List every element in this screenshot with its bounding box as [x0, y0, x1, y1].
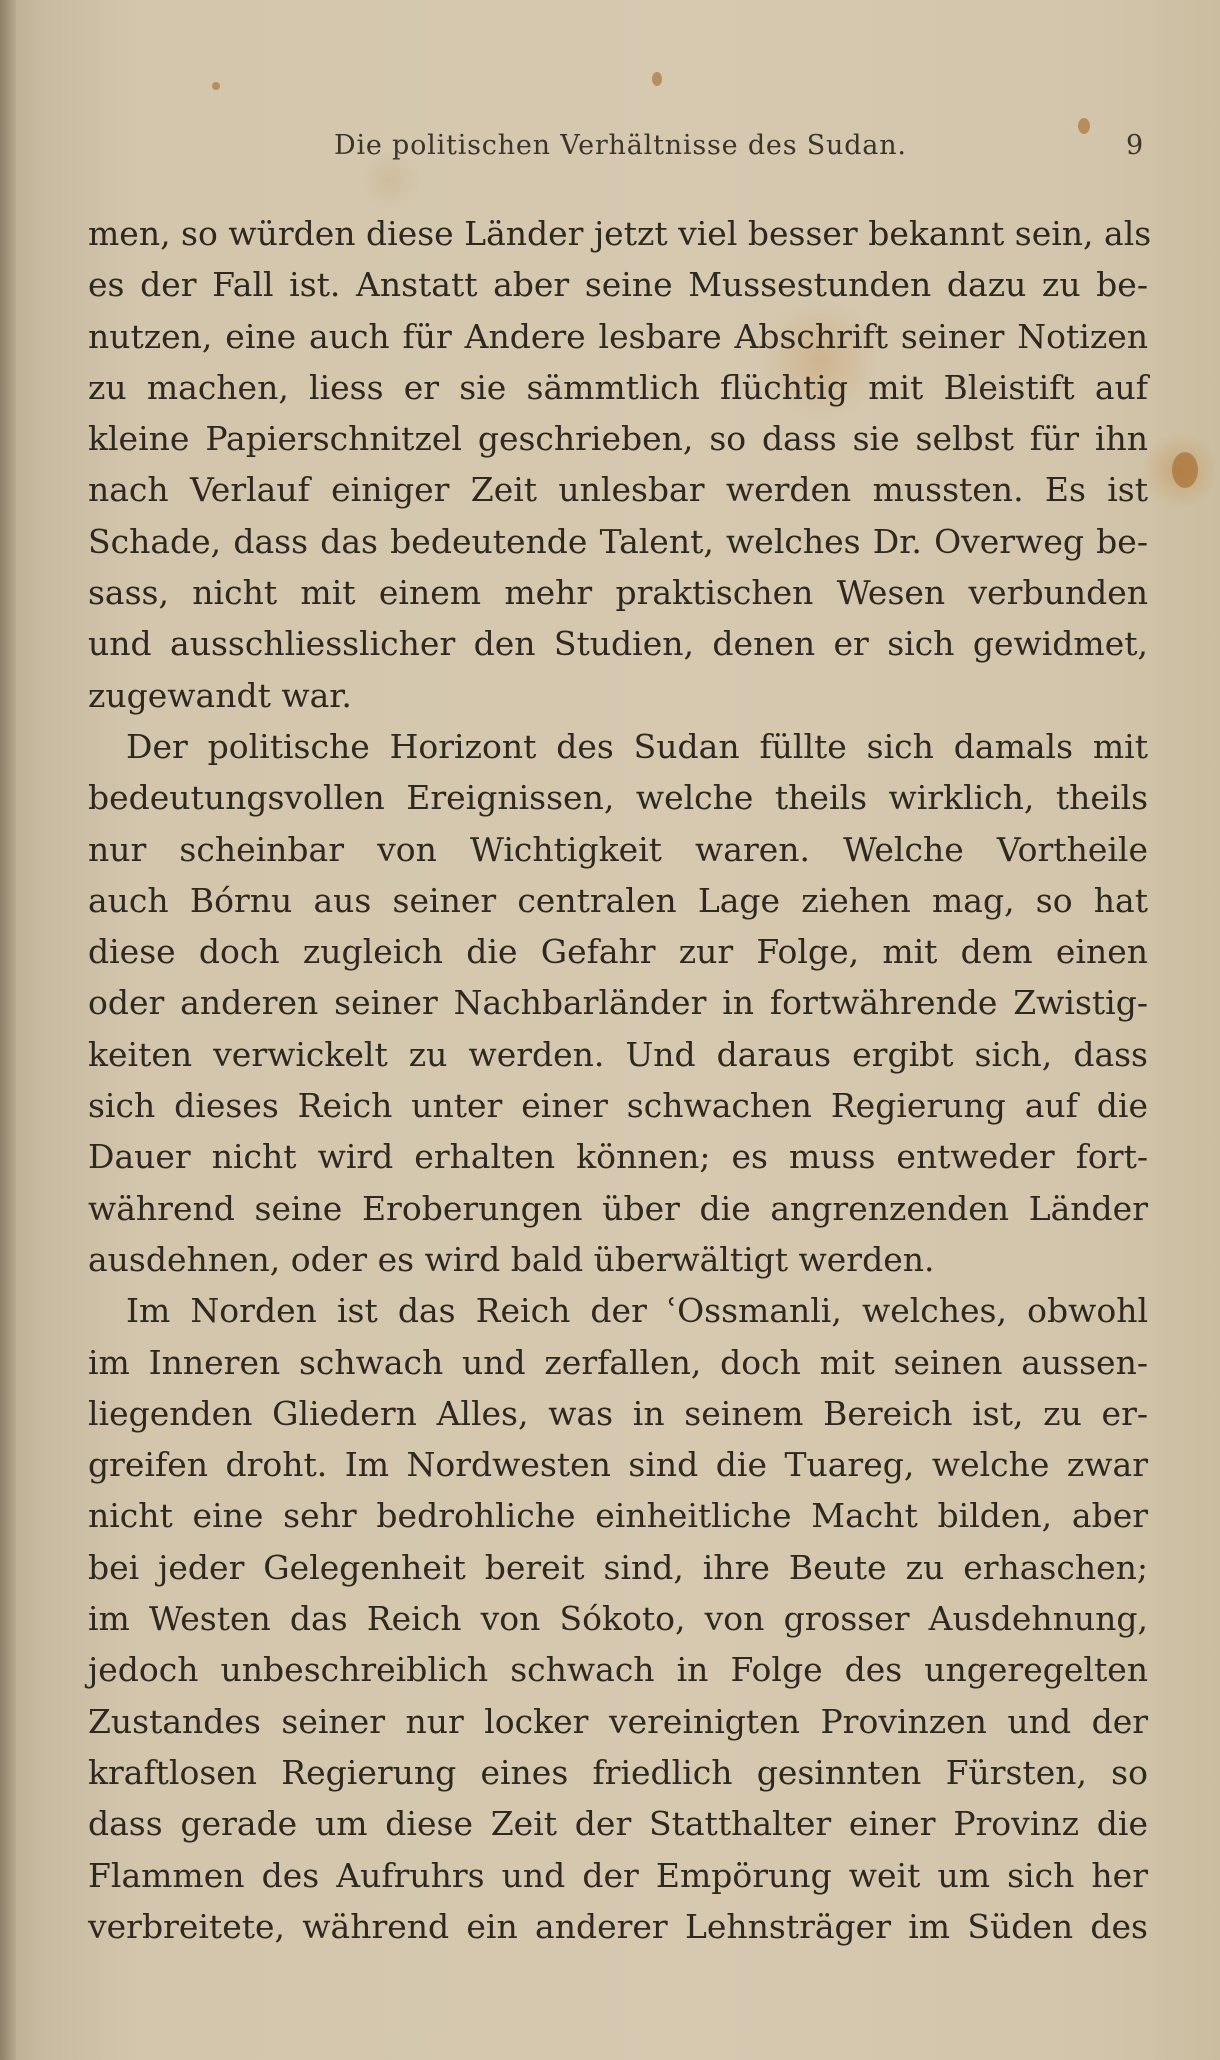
text-line: zu machen, liess er sie sämmtlich flüchtig mit Bleistift auf — [88, 367, 1148, 407]
text-line: kleine Papierschnitzel geschrieben, so dass sie selbst für ihn — [88, 419, 1148, 459]
ink-stain — [212, 82, 220, 90]
text-line: im Inneren schwach und zerfallen, doch mit seinen aussen- — [88, 1342, 1148, 1382]
text-line: nur scheinbar von Wichtigkeit waren. Welche Vortheile — [88, 829, 1148, 869]
ink-stain — [1078, 118, 1090, 134]
ink-stain — [652, 72, 662, 86]
text-line: auch Bórnu aus seiner centralen Lage ziehen mag, so hat — [88, 880, 1148, 920]
text-line: oder anderen seiner Nachbarländer in fortwährende Zwistig- — [88, 983, 1148, 1023]
text-line: nutzen, eine auch für Andere lesbare Abschrift seiner Notizen — [88, 316, 1148, 356]
text-line: zugewandt war. — [88, 675, 352, 715]
text-line: im Westen das Reich von Sókoto, von grosser Ausdehnung, — [88, 1599, 1148, 1639]
body-text — [88, 208, 1152, 1952]
page-gutter-shadow — [0, 0, 16, 2060]
text-line: dass gerade um diese Zeit der Statthalter einer Provinz die — [88, 1804, 1148, 1844]
text-line: nach Verlauf einiger Zeit unlesbar werden mussten. Es ist — [88, 470, 1148, 510]
text-line: nicht eine sehr bedrohliche einheitliche Macht bilden, aber — [88, 1496, 1148, 1536]
text-line: während seine Eroberungen über die angrenzenden Länder — [88, 1188, 1148, 1228]
text-line: men, so würden diese Länder jetzt viel besser bekannt sein, als — [88, 214, 1152, 253]
text-line: Der politische Horizont des Sudan füllte sich damals mit — [126, 726, 1148, 766]
running-header: Die politischen Verhältnisse des Sudan. — [334, 130, 907, 161]
text-line: diese doch zugleich die Gefahr zur Folge, mit dem einen — [88, 932, 1148, 972]
text-line: Flammen des Aufruhrs und der Empörung weit um sich her — [88, 1855, 1148, 1895]
ink-stain — [1172, 452, 1198, 488]
text-line: es der Fall ist. Anstatt aber seine Mussestunden dazu zu be- — [88, 265, 1148, 305]
text-line: kraftlosen Regierung eines friedlich gesinnten Fürsten, so — [88, 1752, 1148, 1792]
text-line: jedoch unbeschreiblich schwach in Folge des ungeregelten — [88, 1650, 1148, 1690]
text-line: bedeutungsvollen Ereignissen, welche theils wirklich, theils — [88, 778, 1148, 818]
text-line: Dauer nicht wird erhalten können; es muss entweder fort- — [88, 1137, 1148, 1177]
text-line: keiten verwickelt zu werden. Und daraus ergibt sich, dass — [88, 1034, 1148, 1074]
text-line: ausdehnen, oder es wird bald überwältigt werden. — [88, 1239, 935, 1279]
text-line: liegenden Gliedern Alles, was in seinem Bereich ist, zu er- — [88, 1393, 1148, 1433]
text-line: Schade, dass das bedeutende Talent, welches Dr. Overweg be- — [88, 521, 1148, 561]
text-line: sich dieses Reich unter einer schwachen Regierung auf die — [88, 1086, 1148, 1126]
text-line: Im Norden ist das Reich der ʿOssmanli, welches, obwohl — [126, 1291, 1148, 1331]
text-line: greifen droht. Im Nordwesten sind die Tuareg, welche zwar — [88, 1445, 1148, 1485]
text-line: verbreitete, während ein anderer Lehnsträger im Süden des — [88, 1906, 1148, 1946]
text-line: Zustandes seiner nur locker vereinigten Provinzen und der — [88, 1701, 1148, 1741]
text-line: und ausschliesslicher den Studien, denen er sich gewidmet, — [88, 624, 1148, 664]
page-number: 9 — [1126, 130, 1144, 161]
text-line: bei jeder Gelegenheit bereit sind, ihre Beute zu erhaschen; — [88, 1547, 1148, 1587]
text-line: sass, nicht mit einem mehr praktischen Wesen verbunden — [88, 573, 1148, 613]
